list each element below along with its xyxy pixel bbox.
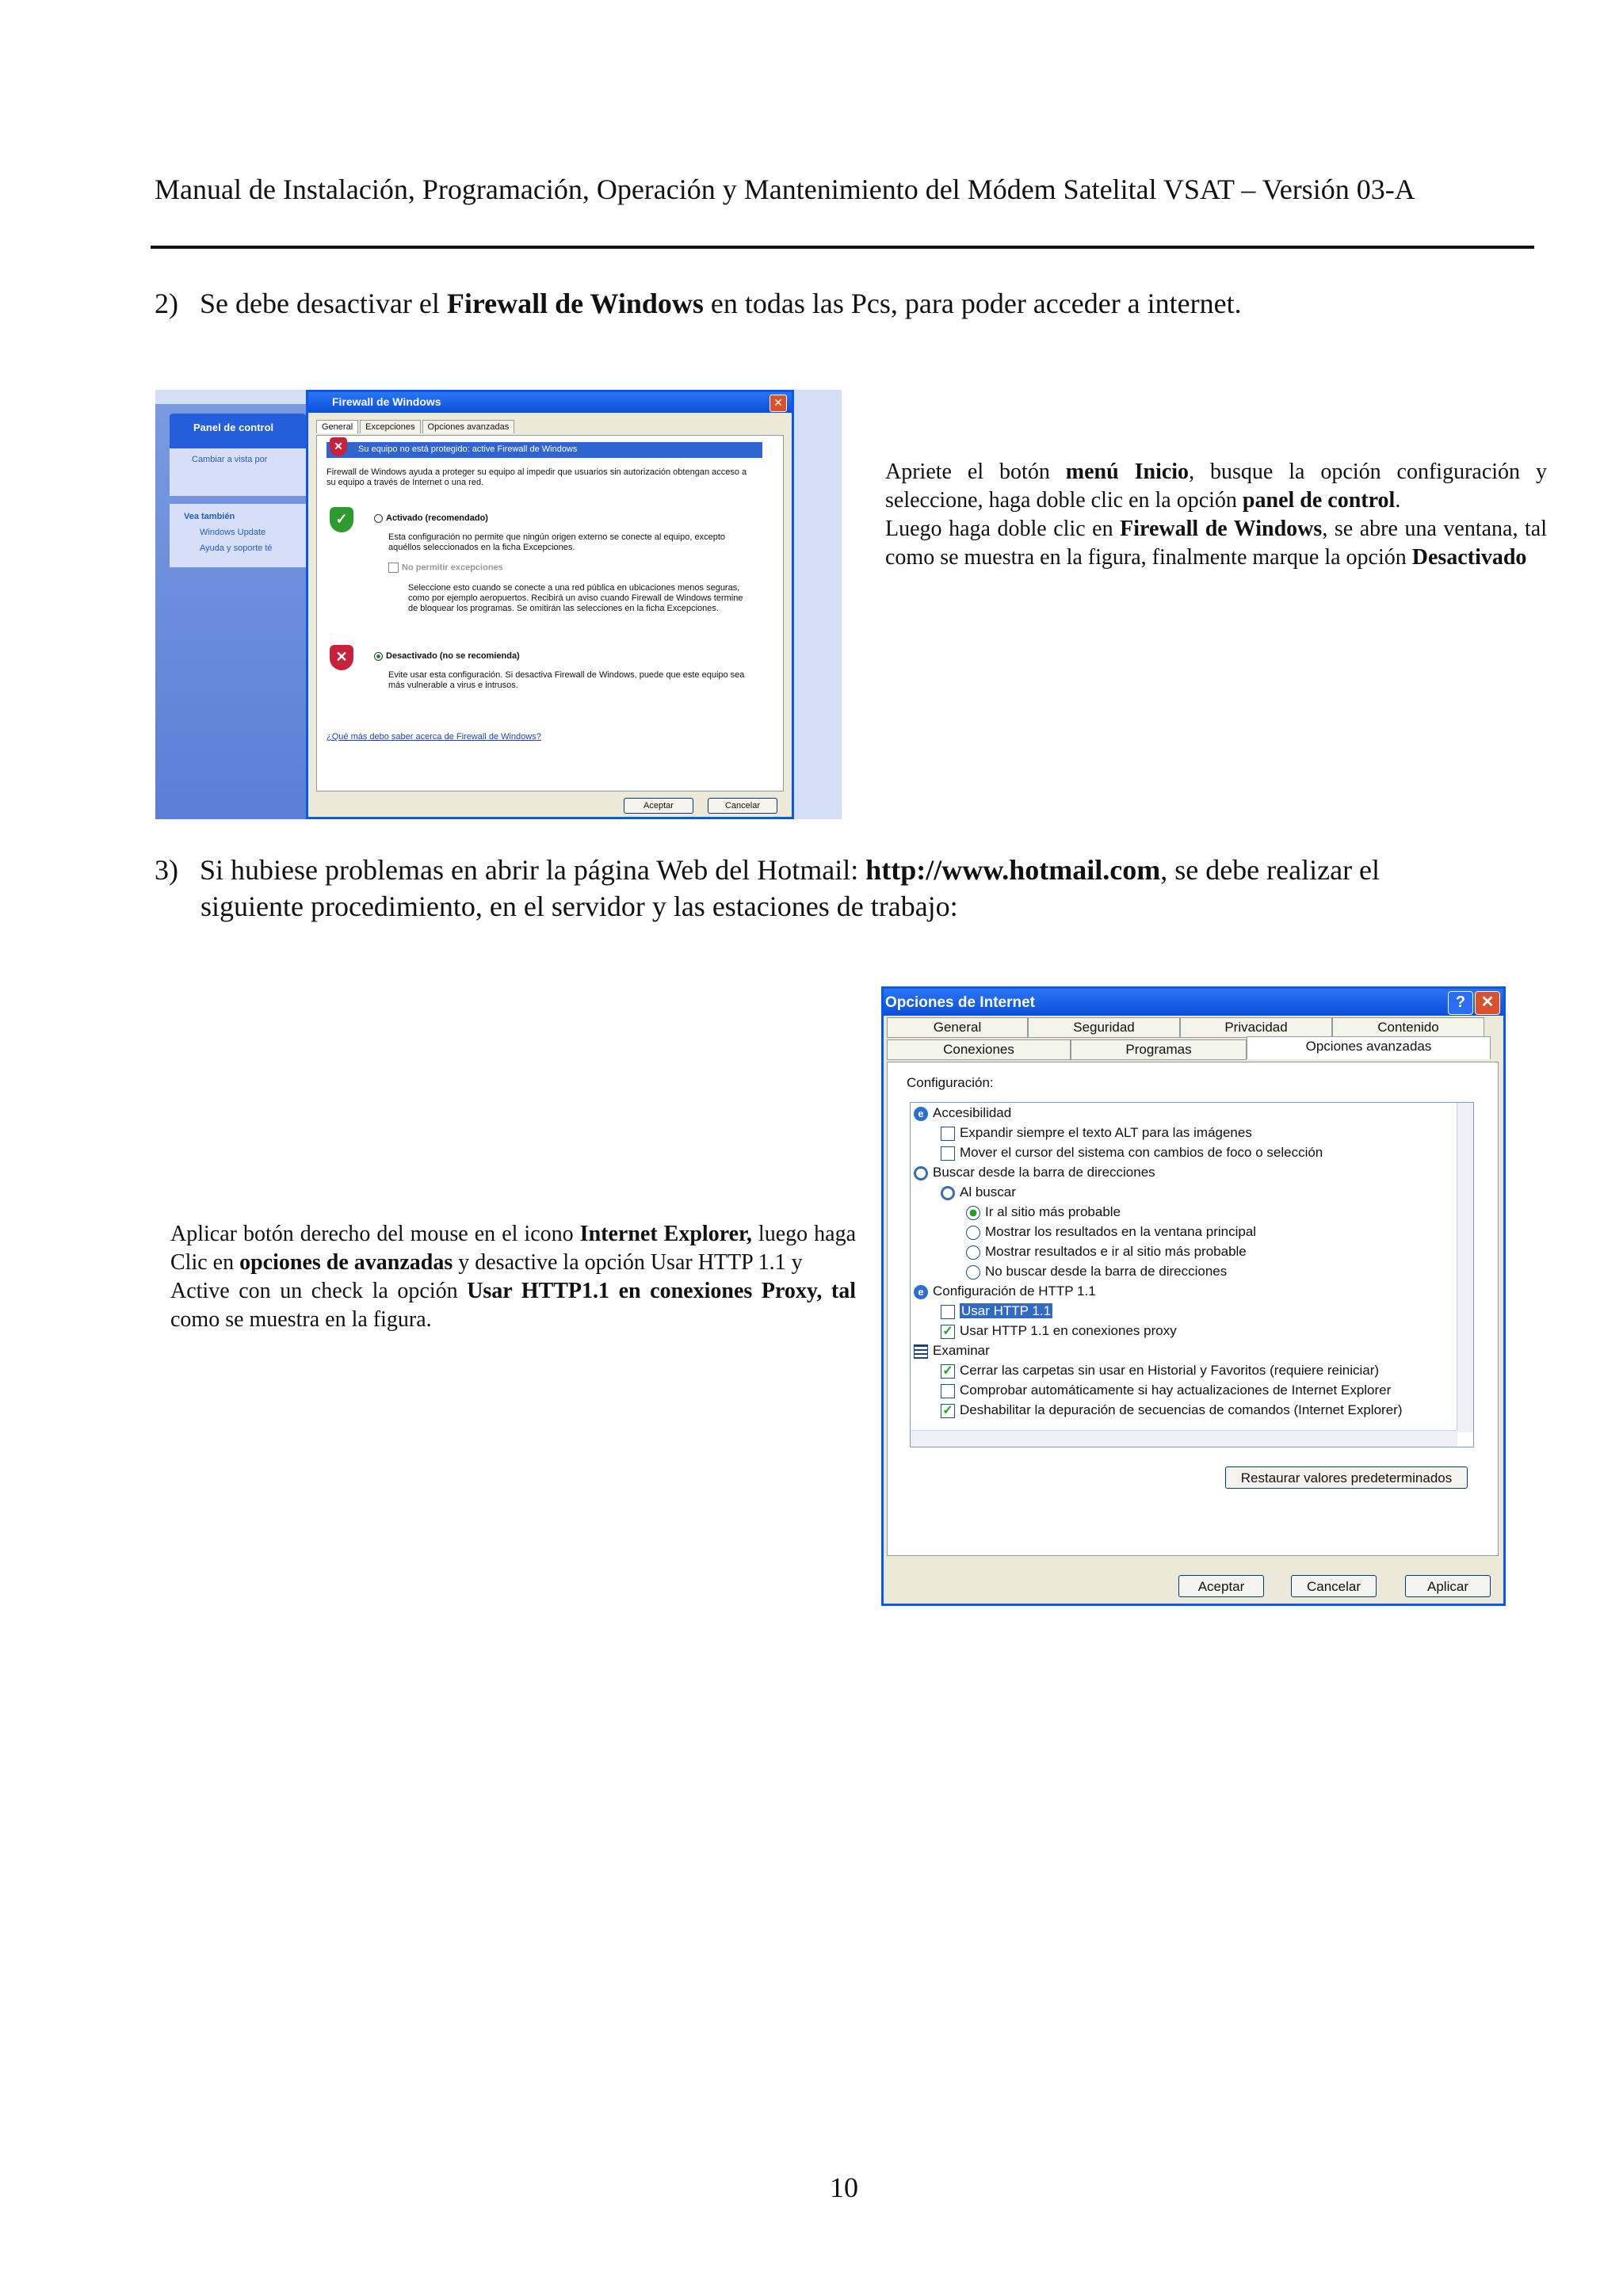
header-rule	[151, 246, 1534, 249]
ie-icon: e	[914, 1285, 928, 1299]
option-label: Mostrar resultados e ir al sitio más probable	[985, 1244, 1247, 1259]
tab-connections[interactable]: Conexiones	[887, 1039, 1071, 1060]
horizontal-scrollbar[interactable]	[911, 1430, 1457, 1447]
radio-icon[interactable]	[966, 1265, 980, 1280]
page-header: Manual de Instalación, Programación, Operación y Mantenimiento del Módem Satelital VSAT – Versión 03-A	[155, 174, 1415, 205]
option-label: No buscar desde la barra de direcciones	[985, 1264, 1228, 1279]
option-off-label: Desactivado (no se recomienda)	[386, 651, 520, 661]
checkbox-checked-icon[interactable]: ✓	[941, 1364, 955, 1379]
option-off-desc: Evite usar esta configuración. Si desactiva Firewall de Windows, puede que este equipo sea más vulnerable a virus e intrusos.	[388, 670, 745, 690]
no-exceptions-label: No permitir excepciones	[402, 563, 503, 573]
tree-when-searching	[941, 1184, 1016, 1201]
switch-view-link[interactable]: Cambiar a vista por	[192, 455, 268, 464]
green-shield-icon: ✓	[330, 507, 353, 532]
tree-http-settings	[914, 1283, 1096, 1300]
option-show-results-main[interactable]	[966, 1223, 1256, 1241]
step-3-number: 3)	[155, 854, 178, 886]
vertical-scrollbar[interactable]	[1457, 1103, 1473, 1432]
option-on[interactable]	[374, 513, 488, 524]
tabs-row-2	[887, 1039, 1489, 1060]
p1-b2: panel de control	[1242, 488, 1396, 513]
p2-b1: Internet Explorer,	[579, 1222, 752, 1246]
firewall-window	[306, 390, 794, 819]
see-also-title: Vea también	[184, 512, 235, 521]
unprotected-banner: Su equipo no está protegido: active Firewall de Windows	[327, 442, 762, 458]
option-expand-alt[interactable]	[941, 1124, 1252, 1142]
option-label: Deshabilitar la depuración de secuencias de comandos (Internet Explorer)	[960, 1402, 1403, 1417]
tab-content[interactable]: Contenido	[1332, 1017, 1484, 1038]
no-exceptions-desc: Seleccione esto cuando se conecte a una red pública en ubicaciones menos seguras, como por ejemplo aeropuertos. Recibirá un aviso cuando Firewall de Windows termine de bloquear los programas. Se omitirán las selecciones en la ficha Excepciones.	[408, 583, 743, 613]
option-check-updates[interactable]	[941, 1382, 1391, 1399]
p2-t4: Active con un check la opción	[170, 1279, 468, 1303]
close-icon[interactable]: ✕	[1475, 991, 1500, 1015]
internet-options-window	[881, 986, 1506, 1606]
settings-tree[interactable]	[910, 1102, 1474, 1447]
tree-accessibility	[914, 1104, 1011, 1122]
tab-privacy[interactable]: Privacidad	[1180, 1017, 1332, 1038]
ie-icon: e	[914, 1107, 928, 1121]
firewall-tabs	[316, 419, 516, 435]
firewall-screenshot	[155, 390, 842, 819]
step-3-post: , se debe realizar el	[1160, 854, 1381, 886]
option-move-cursor[interactable]	[941, 1144, 1323, 1161]
checkbox-icon[interactable]	[941, 1127, 955, 1141]
option-disable-debugging[interactable]	[941, 1402, 1402, 1419]
option-label: Mostrar los resultados en la ventana principal	[985, 1224, 1257, 1239]
tab-general[interactable]: General	[887, 1017, 1028, 1038]
checkbox-icon[interactable]	[941, 1305, 955, 1319]
p2-t5: como se muestra en la figura.	[170, 1307, 432, 1332]
step-3-text	[155, 852, 1518, 925]
p2-t3: y desactive la opción Usar HTTP 1.1 y	[453, 1250, 803, 1275]
help-icon[interactable]: ?	[1448, 991, 1473, 1015]
cancel-button[interactable]: Cancelar	[1291, 1575, 1377, 1597]
step-3-pre: Si hubiese problemas en abrir la página Web del Hotmail:	[200, 854, 866, 886]
ok-button[interactable]: Aceptar	[624, 798, 693, 814]
checkbox-icon[interactable]	[941, 1384, 955, 1398]
internet-options-title: Opciones de Internet	[885, 994, 1035, 1011]
tab-programs[interactable]: Programas	[1071, 1039, 1247, 1060]
option-label: Expandir siempre el texto ALT para las imágenes	[960, 1125, 1252, 1140]
p2-b3: Usar HTTP1.1 en conexiones Proxy, tal	[467, 1279, 856, 1303]
tree-search-address-bar	[914, 1164, 1155, 1181]
step-2-post: en todas las Pcs, para poder acceder a internet.	[703, 288, 1242, 319]
option-close-folders[interactable]	[941, 1362, 1379, 1379]
list-icon	[914, 1344, 928, 1359]
control-panel-sidebar	[155, 404, 306, 819]
help-support-link[interactable]: Ayuda y soporte té	[200, 543, 273, 553]
p1-t3: .	[1395, 488, 1401, 513]
option-on-desc: Esta configuración no permite que ningún origen externo se conecte al equipo, excepto aquéllos seleccionados en la ficha Excepciones.	[388, 532, 726, 552]
p1-t4: Luego haga doble clic en	[885, 517, 1121, 541]
tree-label: Accesibilidad	[933, 1105, 1012, 1120]
see-also-box	[170, 504, 306, 567]
tree-label: Al buscar	[960, 1184, 1016, 1199]
step-2-text	[155, 285, 1518, 322]
p1-t2: , busque la opción configuración y seleccione, haga doble clic en la opción	[885, 460, 1547, 513]
tab-advanced[interactable]: Opciones avanzadas	[1247, 1036, 1491, 1059]
option-label-selected: Usar HTTP 1.1	[961, 1303, 1052, 1318]
firewall-intro: Firewall de Windows ayuda a proteger su equipo al impedir que usuarios sin autorización obtengan acceso a su equipo a través de Internet o una red.	[327, 467, 747, 487]
warning-shield-icon: ✕	[330, 437, 347, 456]
option-label: Usar HTTP 1.1 en conexiones proxy	[960, 1323, 1177, 1338]
firewall-general-panel	[316, 435, 784, 791]
tab-security[interactable]: Seguridad	[1028, 1017, 1180, 1038]
option-label: Comprobar automáticamente si hay actualizaciones de Internet Explorer	[960, 1383, 1392, 1398]
p2-t1: Aplicar botón derecho del mouse en el icono	[170, 1222, 580, 1246]
step-2-bold: Firewall de Windows	[446, 288, 704, 319]
option-label: Mover el cursor del sistema con cambios de foco o selección	[960, 1145, 1323, 1160]
switch-view-box	[170, 448, 306, 496]
firewall-title-bar[interactable]	[308, 392, 792, 413]
radio-off-selected-icon[interactable]	[374, 652, 383, 661]
p2-t2: luego haga Clic en	[170, 1222, 857, 1275]
magnifier-icon	[914, 1166, 928, 1180]
control-panel-header[interactable]: Panel de control	[170, 414, 306, 448]
windows-update-link[interactable]: Windows Update	[200, 528, 266, 537]
internet-options-title-bar[interactable]	[884, 989, 1503, 1016]
checkbox-icon[interactable]	[941, 1146, 955, 1161]
option-no-exceptions[interactable]	[388, 563, 503, 573]
tab-general[interactable]: General	[316, 420, 358, 433]
option-off[interactable]	[374, 651, 520, 662]
cancel-button[interactable]: Cancelar	[708, 798, 777, 814]
firewall-help-link[interactable]: ¿Qué más debo saber acerca de Firewall de Windows?	[327, 732, 541, 742]
option-show-and-go[interactable]	[966, 1243, 1247, 1261]
option-go-likely-site[interactable]	[966, 1203, 1121, 1221]
option-use-http11-proxy[interactable]	[941, 1322, 1177, 1340]
hotmail-url: http://www.hotmail.com	[865, 854, 1161, 886]
option-on-label: Activado (recomendado)	[386, 513, 488, 523]
tree-label: Examinar	[933, 1343, 990, 1358]
tab-exceptions[interactable]: Excepciones	[360, 420, 420, 433]
checkbox-checked-icon[interactable]: ✓	[941, 1404, 955, 1418]
step-2-pre: Se debe desactivar el	[200, 288, 447, 319]
checkbox-checked-icon[interactable]: ✓	[941, 1325, 955, 1339]
tree-label: Configuración de HTTP 1.1	[933, 1283, 1096, 1299]
p1-t1: Apriete el botón	[885, 460, 1066, 484]
config-label: Configuración:	[907, 1075, 994, 1090]
option-no-search[interactable]	[966, 1263, 1227, 1280]
internet-options-instructions	[170, 1220, 856, 1334]
tabs-row-1	[887, 1017, 1489, 1038]
radio-selected-icon[interactable]	[966, 1206, 980, 1220]
tree-browse	[914, 1342, 990, 1360]
p1-b4: Desactivado	[1411, 545, 1527, 570]
step-3-line2: siguiente procedimiento, en el servidor y las estaciones de trabajo:	[200, 891, 958, 922]
option-label: Ir al sitio más probable	[985, 1204, 1121, 1219]
p1-t5: , se abre una ventana, tal como se muestra en la figura, finalmente marque la opción	[885, 517, 1548, 570]
checkbox-icon[interactable]	[388, 563, 399, 573]
restore-defaults-button[interactable]: Restaurar valores predeterminados	[1225, 1466, 1468, 1489]
radio-icon[interactable]	[966, 1245, 980, 1260]
advanced-panel	[887, 1062, 1499, 1556]
tree-label: Buscar desde la barra de direcciones	[933, 1165, 1155, 1180]
p2-b2: opciones de avanzadas	[239, 1250, 453, 1275]
red-shield-icon: ✕	[330, 645, 353, 670]
p1-b3: Firewall de Windows	[1120, 517, 1323, 541]
firewall-title: Firewall de Windows	[332, 395, 441, 408]
step-2-number: 2)	[155, 288, 178, 319]
close-icon[interactable]: ✕	[769, 395, 787, 412]
radio-on-icon[interactable]	[374, 514, 383, 523]
magnifier-icon	[941, 1186, 955, 1200]
ok-button[interactable]: Aceptar	[1178, 1575, 1264, 1597]
p1-b1: menú Inicio	[1065, 460, 1190, 484]
tab-advanced[interactable]: Opciones avanzadas	[422, 420, 515, 433]
apply-button[interactable]: Aplicar	[1405, 1575, 1491, 1597]
option-use-http11[interactable]	[941, 1302, 1052, 1320]
firewall-instructions	[885, 458, 1547, 572]
option-label: Cerrar las carpetas sin usar en Historial y Favoritos (requiere reiniciar)	[960, 1363, 1380, 1378]
radio-icon[interactable]	[966, 1226, 980, 1240]
page-number: 10	[830, 2172, 858, 2203]
